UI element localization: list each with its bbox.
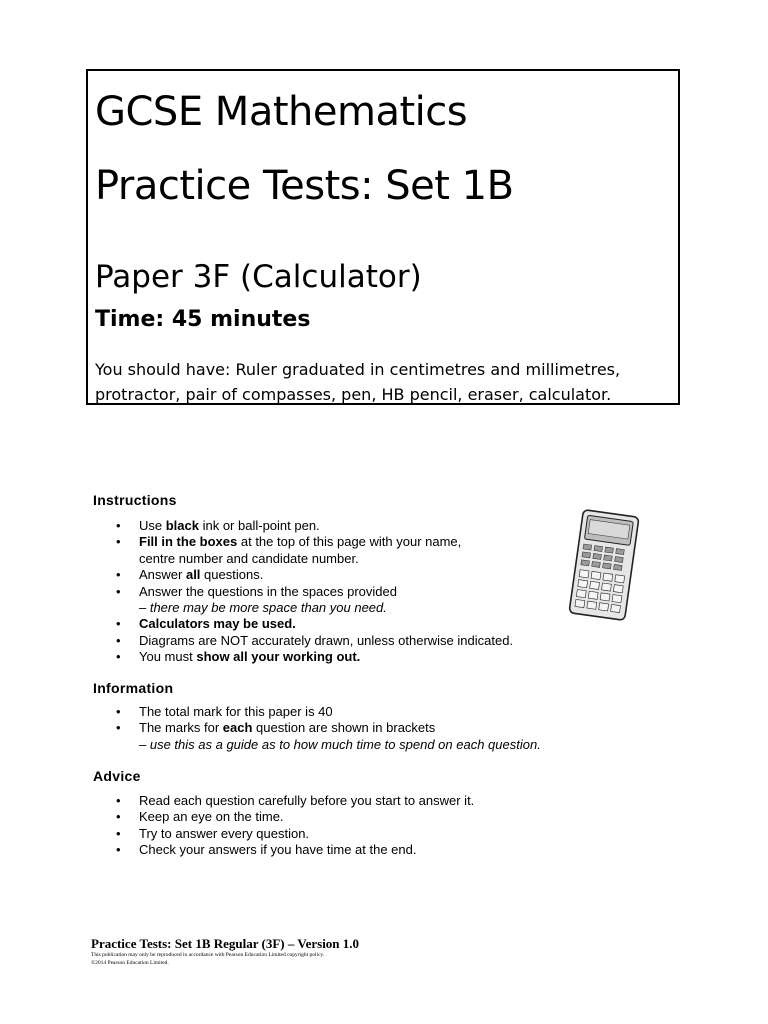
main-title-line2: Practice Tests: Set 1B bbox=[95, 163, 514, 209]
list-item: • Read each question carefully before you start to answer it. bbox=[116, 793, 474, 809]
list-item: • The total mark for this paper is 40 bbox=[116, 704, 541, 720]
list-item: • Keep an eye on the time. bbox=[116, 809, 474, 825]
equipment-line1: You should have: Ruler graduated in centimetres and millimetres, bbox=[95, 360, 621, 379]
copyright-notice: This publication may only be reproduced in accordance with Pearson Education Limited copyright policy. bbox=[91, 952, 325, 958]
list-item: • Answer all questions. bbox=[116, 567, 513, 583]
copyright-line: ©2014 Pearson Education Limited. bbox=[91, 960, 169, 966]
list-item: • Fill in the boxes at the top of this page with your name, centre number and candidate number. bbox=[116, 534, 513, 567]
instructions-heading: Instructions bbox=[93, 492, 177, 508]
list-item: • The marks for each question are shown in brackets – use this as a guide as to how much time to spend on each question. bbox=[116, 720, 541, 753]
information-list bbox=[116, 704, 541, 753]
advice-list bbox=[116, 793, 474, 859]
time-allowed: Time: 45 minutes bbox=[95, 307, 311, 332]
list-item: • Try to answer every question. bbox=[116, 826, 474, 842]
list-item: • Answer the questions in the spaces provided – there may be more space than you need. bbox=[116, 584, 513, 617]
title-box bbox=[86, 69, 680, 405]
footer-title: Practice Tests: Set 1B Regular (3F) – Version 1.0 bbox=[91, 936, 360, 951]
list-item: • Use black ink or ball-point pen. bbox=[116, 518, 513, 534]
main-title-line1: GCSE Mathematics bbox=[95, 89, 468, 135]
paper-title: Paper 3F (Calculator) bbox=[95, 259, 422, 295]
list-item: • Calculators may be used. bbox=[116, 616, 513, 632]
information-heading: Information bbox=[93, 680, 174, 696]
list-item: • Diagrams are NOT accurately drawn, unless otherwise indicated. bbox=[116, 633, 513, 649]
advice-heading: Advice bbox=[93, 768, 141, 784]
list-item: • Check your answers if you have time at the end. bbox=[116, 842, 474, 858]
equipment-line2: protractor, pair of compasses, pen, HB pencil, eraser, calculator. bbox=[95, 385, 612, 404]
calculator-icon bbox=[568, 509, 640, 621]
list-item: • You must show all your working out. bbox=[116, 649, 513, 665]
instructions-list bbox=[116, 518, 513, 666]
